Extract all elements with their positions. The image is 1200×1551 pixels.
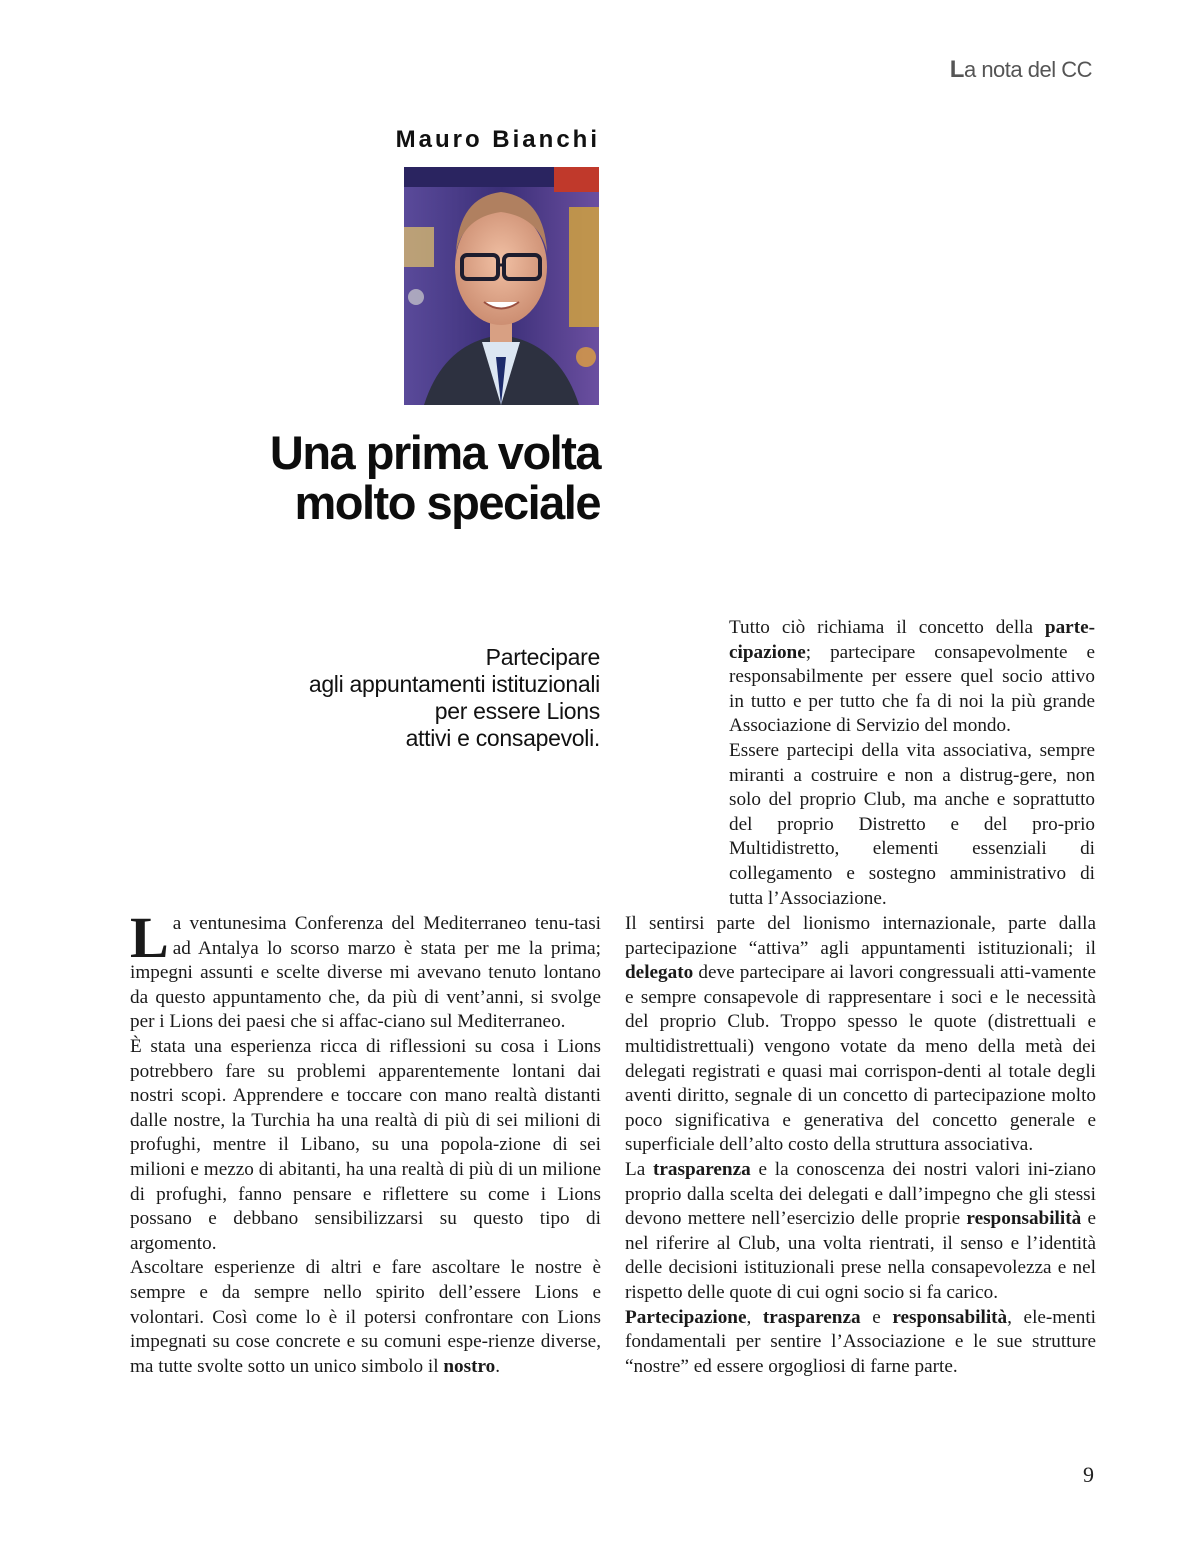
subtitle-line-1: Partecipare	[485, 644, 600, 670]
bold-text: delegato	[625, 962, 694, 984]
paragraph: È stata una esperienza ricca di riflessioni su cosa i Lions potrebbero fare su problemi apparentemente lontani dai nostri scopi. Apprendere e toccare con mano realtà distanti dalle nostre, la Turchia ha una realtà di più di sei milioni di profughi, mentre il Libano, su una popola-zione di sei milioni e mezzo di abitanti, ha una realtà di più di un milione di profughi, fanno pensare e riflettere su come i Lions possano e debbano sensibilizzarsi su questo tipo di argomento.	[130, 1035, 601, 1254]
text-run: ; partecipare consapevolmente e responsabilmente per essere quel socio attivo in tutto e per tutto che fa di noi la più grande Associazione di Servizio del mondo.	[729, 641, 1095, 737]
paragraph	[625, 1306, 1096, 1380]
text-run: e	[860, 1306, 893, 1328]
bold-text: nostro	[443, 1355, 496, 1377]
drop-cap: L	[130, 905, 169, 970]
text-run: La	[625, 1158, 654, 1180]
paragraph	[130, 905, 601, 1035]
paragraph	[625, 912, 1096, 1158]
section-header	[950, 56, 1092, 84]
subtitle-line-2: agli appuntamenti istituzionali	[308, 671, 600, 697]
right-column-bottom	[625, 912, 1096, 1379]
paragraph	[130, 1256, 601, 1379]
article-subtitle	[200, 644, 600, 752]
text-run: .	[495, 1355, 501, 1377]
section-header-text: a nota del CC	[963, 57, 1092, 82]
section-header-initial: L	[949, 56, 964, 83]
text-run: , ele-menti fondamentali per sentire l’Associazione e le sue strutture “nostre” ed essere orgogliosi di farne parte.	[625, 1306, 1096, 1377]
bold-text: responsabilità	[892, 1306, 1008, 1328]
text-run: Il sentirsi parte del lionismo internazionale, parte dalla partecipazione “attiva” agli appuntamenti istituzionali; il	[625, 913, 1096, 959]
page-number: 9	[1083, 1462, 1094, 1487]
text-run: Tutto ciò richiama il concetto della	[729, 617, 1045, 638]
author-photo	[404, 167, 599, 405]
paragraph: Essere partecipi della vita associativa, sempre miranti a costruire e non a distrug-gere, non solo del proprio Club, ma anche e soprattutto del proprio Distretto e del pro-prio Multidistretto, elementi essenziali di collegamento e sostegno amministrativo di tutta l’Associazione.	[729, 739, 1095, 909]
title-line-1: Una prima volta	[269, 426, 600, 479]
text-run: e nel riferire al Club, una volta rientrati, il senso e l’identità delle decisioni istituzionali prese nella consapevolezza e nel rispetto delle quote di cui ogni socio si fa carico.	[625, 1208, 1096, 1303]
article-title	[130, 428, 600, 528]
text-run: Ascoltare esperienze di altri e fare ascoltare le nostre è sempre e da sempre nello spirito dell’essere Lions e volontari. Così come lo è il potersi confrontare con Lions impegnati su cose concrete e su comuni espe-rienze diverse, ma tutte svolte sotto un unico simbolo il	[130, 1257, 601, 1377]
bold-text: responsabilità	[966, 1208, 1082, 1230]
text-run: ,	[746, 1306, 763, 1328]
paragraph	[625, 1158, 1096, 1306]
paragraph	[729, 616, 1095, 739]
bold-text: trasparenza	[653, 1158, 751, 1180]
title-line-2: molto speciale	[294, 476, 600, 529]
bold-text: Partecipazione	[625, 1306, 747, 1328]
text-run: a ventunesima Conferenza del Mediterraneo tenu-tasi ad Antalya lo scorso marzo è stata per me la prima; impegni assunti e scelte diverse mi avevano tenuto lontano da questo appuntamento che, da più di vent’anni, si svolge per i Lions dei paesi che si affac-ciano sul Mediterraneo.	[130, 913, 601, 1033]
text-run: deve partecipare ai lavori congressuali atti-vamente e sempre consapevole di rappresentare i soci e le necessità del proprio Club. Troppo spesso le quote (distrettuali e multidistrettuali) vengono votate da meno della metà dei delegati registrati e quasi mai corrispon-denti al totale degli aventi diritto, segnale di un concetto di partecipazione molto poco significativa e generativa del concetto generale e superficiale dell’alto costo della struttura associativa.	[625, 962, 1096, 1156]
subtitle-line-4: attivi e consapevoli.	[405, 725, 600, 751]
subtitle-line-3: per essere Lions	[434, 698, 600, 724]
bold-text: parte-cipazione	[729, 617, 1095, 663]
text-run: e la conoscenza dei nostri valori ini-ziano proprio dalla scelta dei delegati e dall’impegno che gli stessi devono mettere nell’esercizio delle proprie	[625, 1158, 1096, 1230]
author-name: Mauro Bianchi	[395, 126, 600, 153]
bold-text: trasparenza	[762, 1306, 861, 1328]
right-column-top	[729, 616, 1095, 911]
left-column	[130, 905, 601, 1379]
